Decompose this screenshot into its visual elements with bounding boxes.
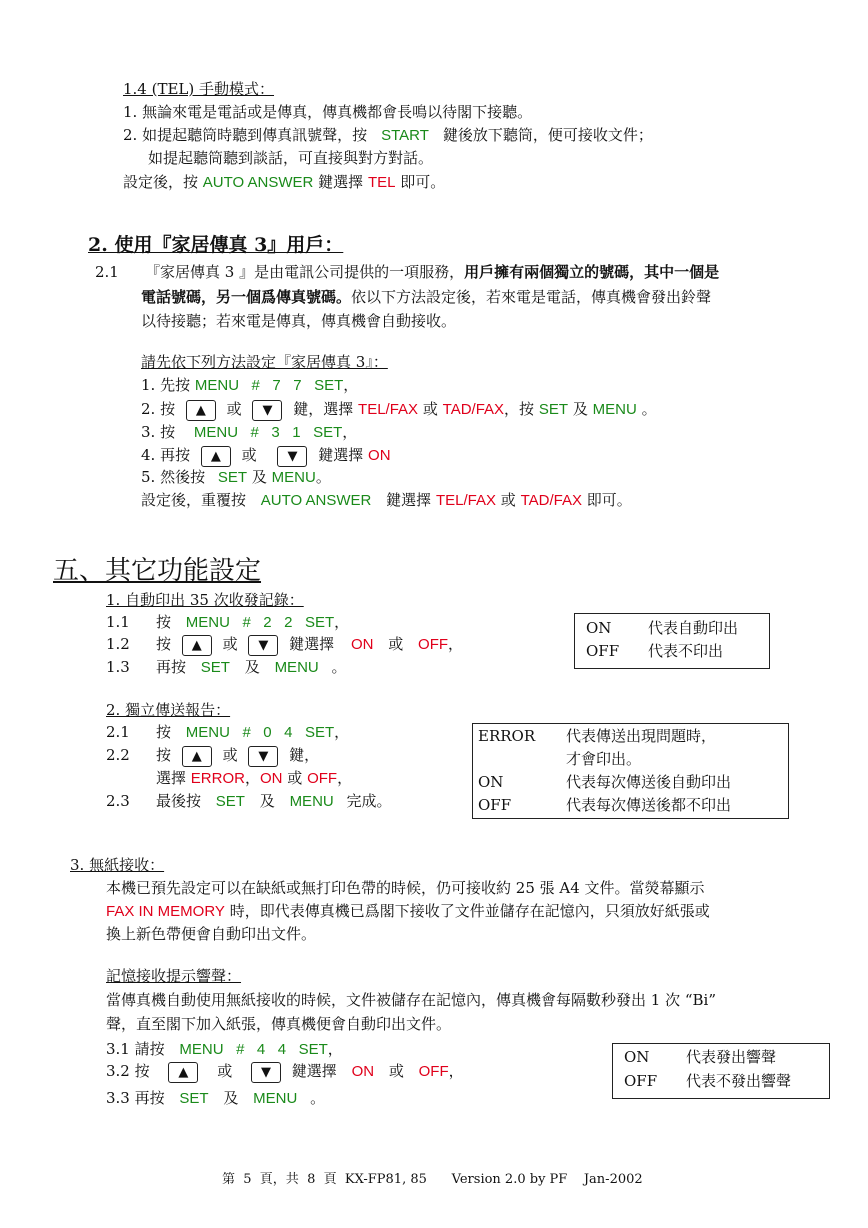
text: 3.1 請按 (106, 1040, 165, 1058)
text: 依以下方法設定後，若來電是電話，傳真機會發出鈴聲 (351, 288, 712, 306)
key-label: SET (538, 401, 569, 418)
text: 。 (310, 1089, 326, 1107)
down-arrow-icon: ▼ (277, 446, 307, 467)
text: 。 (641, 400, 657, 418)
value-label: OFF (418, 1063, 449, 1080)
up-arrow-icon: ▲ (182, 635, 212, 656)
step-3-3 (106, 1088, 325, 1109)
text: 3.3 再按 (106, 1089, 165, 1107)
text: 鍵， (289, 746, 320, 764)
key-label: SET (217, 469, 248, 486)
subheading: 記憶接收提示響聲： (106, 967, 242, 985)
step-1 (141, 375, 358, 396)
step-number: 2.3 (106, 792, 130, 810)
section-1-4-title: 1.4 (TEL) 手動模式： (123, 80, 275, 98)
value-label: ON (259, 770, 283, 787)
text: 即可。 (586, 491, 632, 509)
text-line: 本機已預先設定可以在缺紙或無打印色帶的時候，仍可接收約 25 張 A4 文件。當熒幕顯示 (106, 879, 705, 897)
text: 或 (222, 635, 238, 653)
text: 按 (156, 746, 172, 764)
legend-key: OFF (624, 1072, 658, 1090)
text: 2. 按 (141, 400, 176, 418)
text: 鍵，選擇 (293, 400, 354, 418)
legend-key: ON (586, 619, 612, 637)
legend-box-transmit-report (472, 723, 789, 819)
step-1-1 (106, 612, 349, 633)
text-line (123, 125, 653, 146)
text: 或 (388, 635, 404, 653)
value-label: TEL (367, 174, 396, 191)
key-sequence: MENU # 2 2 SET (185, 614, 335, 631)
up-arrow-icon: ▲ (201, 446, 231, 467)
key-label: MENU (274, 659, 319, 676)
text: 或 (222, 746, 238, 764)
bold-text: 用戶擁有兩個獨立的號碼，其中一個是 (464, 263, 720, 281)
text: 或 (388, 1062, 404, 1080)
step-5 (141, 467, 331, 488)
text: 或 (422, 400, 438, 418)
legend-box-memory-beep (612, 1043, 830, 1099)
legend-box-auto-print (574, 613, 770, 669)
section-5-heading: 五、其它功能設定 (53, 556, 262, 586)
text-line: 聲，直至閣下加入紙張，傳真機便會自動印出文件。 (106, 1015, 452, 1033)
text: 設定後，按 (123, 173, 199, 191)
legend-key: ERROR (478, 727, 536, 745)
bold-text: 電話號碼，另一個爲傳真號碼。 (141, 288, 352, 306)
up-arrow-icon: ▲ (168, 1062, 198, 1083)
step-2-2 (106, 744, 319, 767)
step-3-1 (106, 1039, 343, 1060)
step-2 (141, 398, 657, 421)
down-arrow-icon: ▼ (248, 746, 278, 767)
text: 3.2 按 (106, 1062, 150, 1080)
down-arrow-icon: ▼ (252, 400, 282, 421)
legend-desc: 才會印出。 (566, 750, 642, 768)
text-line (141, 490, 632, 511)
value-label: ON (350, 636, 374, 653)
text: ， (448, 1062, 464, 1080)
text-line (123, 172, 445, 193)
step-2-3 (106, 791, 392, 812)
subheading: 3. 無紙接收： (70, 856, 165, 874)
value-label: ON (351, 1063, 375, 1080)
text: 2. 如提起聽筒時聽到傳真訊號聲，按 (123, 126, 368, 144)
text-line: 換上新色帶便會自動印出文件。 (106, 925, 317, 943)
text-line (145, 262, 719, 282)
text: 選擇 (156, 769, 187, 787)
text: 或 (217, 1062, 233, 1080)
text-line (106, 901, 710, 922)
step-1-3 (106, 657, 347, 678)
value-label: OFF (307, 770, 338, 787)
step-number: 1.2 (106, 635, 130, 653)
key-sequence: MENU # 3 1 SET (193, 424, 343, 441)
legend-key: OFF (478, 796, 512, 814)
text: 及 (251, 468, 267, 486)
text: 。 (315, 468, 331, 486)
up-arrow-icon: ▲ (182, 746, 212, 767)
step-3 (141, 422, 357, 443)
text: 設定後，重覆按 (141, 491, 247, 509)
text: 4. 再按 (141, 446, 191, 464)
legend-desc: 代表每次傳送後自動印出 (566, 773, 732, 791)
text: 及 (259, 792, 275, 810)
text: 即可。 (400, 173, 446, 191)
value-label: TEL/FAX (358, 401, 419, 418)
section-2-heading: 2. 使用『家居傳真 3』用戶： (88, 234, 344, 256)
text: 『家居傳真 3 』是由電訊公司提供的一項服務， (145, 263, 465, 281)
value-label: ON (368, 447, 391, 464)
key-label: AUTO ANSWER (260, 492, 372, 509)
value-label: ERROR (190, 770, 245, 787)
legend-key: OFF (586, 642, 620, 660)
step-number: 2.1 (106, 723, 130, 741)
text-line (141, 287, 711, 307)
text: 1. 先按 (141, 376, 191, 394)
up-arrow-icon: ▲ (186, 400, 216, 421)
text: ， (334, 613, 350, 631)
text-line: 當傳真機自動使用無紙接收的時候，文件被儲存在記憶內，傳真機會每隔數秒發出 1 次 “Bi” (106, 991, 717, 1009)
text-line: 如提起聽筒聽到談話，可直接與對方對話。 (148, 149, 434, 167)
text: 完成。 (346, 792, 392, 810)
text: ， (342, 423, 358, 441)
text: 鍵選擇 (318, 173, 364, 191)
key-sequence: MENU # 4 4 SET (179, 1041, 328, 1058)
step-number: 2.2 (106, 746, 130, 764)
text: 按 (156, 635, 172, 653)
text: 及 (572, 400, 588, 418)
text: 再按 (156, 658, 187, 676)
text: 及 (244, 658, 260, 676)
text: 按 (156, 613, 172, 631)
text: ， (334, 723, 350, 741)
text: 時，即代表傳真機已爲閣下接收了文件並儲存在記憶內，只須放好紙張或 (229, 902, 710, 920)
text: 或 (241, 446, 257, 464)
text: 5. 然後按 (141, 468, 206, 486)
key-label: MENU (271, 469, 316, 486)
text: 最後按 (156, 792, 202, 810)
text: ， (337, 769, 353, 787)
text: 鍵選擇 (291, 1062, 337, 1080)
key-label: SET (200, 659, 230, 676)
key-label: MENU (253, 1090, 298, 1107)
step-number: 1.1 (106, 613, 130, 631)
text: 鍵選擇 (318, 446, 364, 464)
text: ， (327, 1040, 343, 1058)
text: 鍵選擇 (289, 635, 335, 653)
text: ， (448, 635, 464, 653)
text: 鍵選擇 (386, 491, 432, 509)
text: 或 (500, 491, 516, 509)
key-label: MENU (592, 401, 637, 418)
text: 或 (287, 769, 303, 787)
text: 鍵後放下聽筒，便可接收文件； (442, 126, 653, 144)
key-sequence: MENU # 0 4 SET (185, 724, 335, 741)
subheading: 2. 獨立傳送報告： (106, 701, 231, 719)
legend-key: ON (624, 1048, 650, 1066)
key-label: SET (215, 793, 245, 810)
value-label: FAX IN MEMORY (106, 903, 225, 920)
subheading: 1. 自動印出 35 次收發記錄： (106, 591, 304, 609)
legend-key: ON (478, 773, 504, 791)
step-number: 1.3 (106, 658, 130, 676)
down-arrow-icon: ▼ (251, 1062, 281, 1083)
legend-desc: 代表不印出 (648, 642, 724, 660)
text-line: 以待接聽；若來電是傳真，傳真機會自動接收。 (141, 312, 457, 330)
value-label: TEL/FAX (435, 492, 496, 509)
down-arrow-icon: ▼ (248, 635, 278, 656)
step-1-2 (106, 633, 463, 656)
legend-desc: 代表發出響聲 (686, 1048, 777, 1066)
para-number: 2.1 (95, 263, 119, 281)
text: 3. 按 (141, 423, 176, 441)
step-3-2 (106, 1060, 464, 1083)
subheading: 請先依下列方法設定『家居傳真 3』： (141, 353, 388, 371)
text-line: 1. 無論來電是電話或是傳真，傳真機都會長鳴以待閣下接聽。 (123, 103, 533, 121)
value-label: OFF (418, 636, 449, 653)
step-4 (141, 444, 391, 467)
text: ， (343, 376, 359, 394)
legend-desc: 代表傳送出現問題時， (566, 727, 717, 745)
step-2-2-select (156, 768, 352, 789)
legend-desc: 代表自動印出 (648, 619, 739, 637)
text: 及 (223, 1089, 239, 1107)
key-label: START (381, 127, 429, 144)
text: ， (244, 769, 260, 787)
key-label: SET (179, 1090, 209, 1107)
legend-desc: 代表每次傳送後都不印出 (566, 796, 732, 814)
step-2-1 (106, 722, 349, 743)
value-label: TAD/FAX (520, 492, 582, 509)
text: 按 (156, 723, 172, 741)
text: ，按 (504, 400, 535, 418)
key-label: MENU (289, 793, 334, 810)
value-label: TAD/FAX (442, 401, 505, 418)
key-label: AUTO ANSWER (202, 174, 314, 191)
key-sequence: MENU # 7 7 SET (194, 377, 344, 394)
legend-desc: 代表不發出響聲 (686, 1072, 792, 1090)
page-footer: 第 5 頁，共 8 頁 KX-FP81, 85 Version 2.0 by PF Jan-2002 (222, 1172, 643, 1187)
text: 或 (226, 400, 242, 418)
text: 。 (331, 658, 347, 676)
